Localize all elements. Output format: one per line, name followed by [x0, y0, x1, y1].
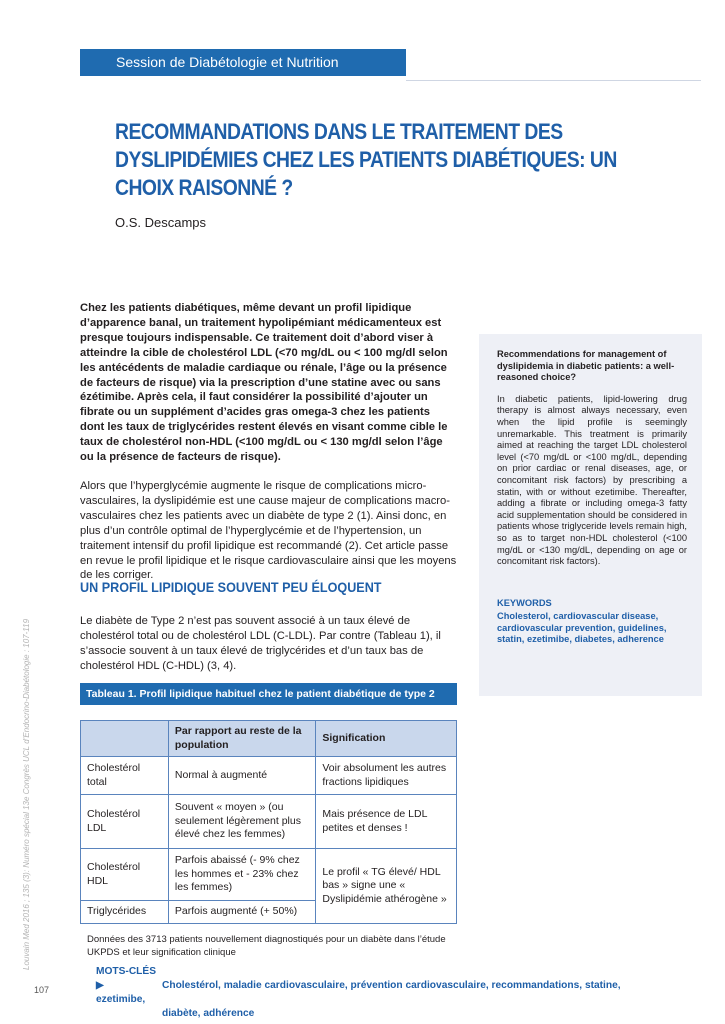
- table-cell: Cholestérol HDL: [81, 849, 169, 901]
- mots-cles-text: MOTS-CLÉS: [96, 966, 156, 977]
- table-row: [81, 849, 457, 901]
- journal-reference: Louvain Med 2016 ; 135 (3): Numéro spécial 13e Congrès UCL d’Endocrino-Diabétologie : 107-119: [22, 618, 31, 970]
- english-abstract: [497, 349, 687, 646]
- table-cell: Cholestérol total: [81, 757, 169, 795]
- session-label: Session de Diabétologie et Nutrition: [116, 54, 339, 70]
- author-name: O.S. Descamps: [115, 215, 207, 230]
- table-cell: Le profil « TG élevé/ HDL bas » signe une « Dyslipidémie athérogène »: [316, 849, 457, 924]
- table-caption: Tableau 1. Profil lipidique habituel chez le patient diabétique de type 2: [80, 683, 457, 705]
- table-cell: Parfois abaissé (- 9% chez les hommes et - 23% chez les femmes): [168, 849, 315, 901]
- french-keywords-text-2: diabète, adhérence: [162, 1008, 255, 1019]
- table-cell: Normal à augmenté: [168, 757, 315, 795]
- table-header-signification: Signification: [316, 721, 457, 757]
- table-header-row: [81, 721, 457, 757]
- table-cell: Triglycérides: [81, 901, 169, 924]
- keywords-list: Cholesterol, cardiovascular disease, cardiovascular prevention, guidelines, statin, ezetimibe, diabetes, adherence: [497, 611, 667, 645]
- table-row: [81, 757, 457, 795]
- header-divider: [406, 80, 701, 81]
- triangle-right-icon: ▶: [96, 980, 104, 991]
- session-banner: [80, 49, 406, 76]
- table-cell: Souvent « moyen » (ou seulement légèrement plus élevé chez les femmes): [168, 795, 315, 849]
- title-line-1: RECOMMANDATIONS DANS LE TRAITEMENT DES: [115, 119, 563, 144]
- table-cell: Mais présence de LDL petites et denses !: [316, 795, 457, 849]
- abstract-paragraph: Chez les patients diabétiques, même devant un profil lipidique d’apparence banal, un traitement hypolipémiant médicamenteux est presque toujours indispensable. Ce traitement doit d’abord viser à atteindre la cible de cholestérol LDL (<70 mg/dL ou < 100 mg/dl selon les antécédents de maladie cardiaque ou rénale, l’âge ou la présence de facteurs de risque) via la prescription d’une statine avec ou sans ézétimibe. Après cela, il faut considérer la possibilité d’ajouter un fibrate ou un supplément d’acides gras omega-3 chez les patients dont les taux de triglycérides restent élevés en visant comme cible le taux de cholestérol non-HDL (<100 mg/dL ou < 130 mg/dl selon l’âge ou la présence de facteurs de risque).: [80, 302, 448, 464]
- section-paragraph: Le diabète de Type 2 n’est pas souvent associé à un taux élevé de cholestérol total ou de cholestérol LDL (C-LDL). Par contre (Tableau 1), il s’associe souvent à un taux élevé de triglycérides et d’un taux bas de cholestérol HDL (C-HDL) (3, 4).: [80, 615, 441, 672]
- keywords-heading: KEYWORDS: [497, 597, 552, 608]
- table-cell: Voir absolument les autres fractions lipidiques: [316, 757, 457, 795]
- english-summary: In diabetic patients, lipid-lowering drug therapy is almost always necessary, even when the lipid profile is seemingly unremarkable. This treatment is primarily aimed at reaching the target LDL cholesterol level (<70 mg/dL or <100 mg/dL, depending on prior cardiac or renal diseases, age, or concomitant risk factors) by prescribing a statin, with or without ezetimibe. Thereafter, adding a fibrate or including omega-3 fatty acid supplementation should be considered in patients whose triglyceride levels remain high, so as to target non-HDL cholesterol (<100 mg/dL or <130 mg/dL, depending on age or concomitant risk factors).: [497, 393, 687, 567]
- section-heading: UN PROFIL LIPIDIQUE SOUVENT PEU ÉLOQUENT: [80, 579, 382, 595]
- french-keywords-line-1: [96, 965, 666, 1007]
- main-column: [80, 301, 457, 583]
- table-header-empty: [81, 721, 169, 757]
- french-keywords-text-1: Cholestérol, maladie cardiovasculaire, prévention cardiovasculaire, recommandations, statine, ezetimibe,: [96, 980, 621, 1005]
- intro-paragraph: Alors que l’hyperglycémie augmente le risque de complications micro-vasculaires, la dyslipidémie est une cause majeur de complications macro-vasculaires chez les patients avec un diabète de type 2 (1). Ainsi donc, en plus d’un contrôle optimal de l’hyperglycémie et de l’hypertension, un traitement intensif du profil lipidique est recommandé (2). Cet article passe en revue le profil lipidique et le risque cardiovasculaire ainsi que les moyens de les corriger.: [80, 479, 457, 582]
- table-header-population: Par rapport au reste de la population: [168, 721, 315, 757]
- page-number: 107: [34, 985, 50, 995]
- title-line-3: CHOIX RAISONNÉ ?: [115, 175, 293, 200]
- table-row: [81, 795, 457, 849]
- french-keywords: [96, 965, 666, 1021]
- table-cell: Cholestérol LDL: [81, 795, 169, 849]
- english-title: Recommendations for management of dyslipidemia in diabetic patients: a well-reasoned choice?: [497, 349, 675, 383]
- title-line-2: DYSLIPIDÉMIES CHEZ LES PATIENTS DIABÉTIQUES: UN: [115, 147, 617, 172]
- mots-cles-label: [96, 965, 162, 993]
- table-cell: Parfois augmenté (+ 50%): [168, 901, 315, 924]
- table-footnote: Données des 3713 patients nouvellement diagnostiqués pour un diabète dans l’étude UKPDS et leur signification clinique: [87, 934, 446, 958]
- lipid-profile-table: [80, 720, 457, 924]
- article-title: [115, 118, 648, 202]
